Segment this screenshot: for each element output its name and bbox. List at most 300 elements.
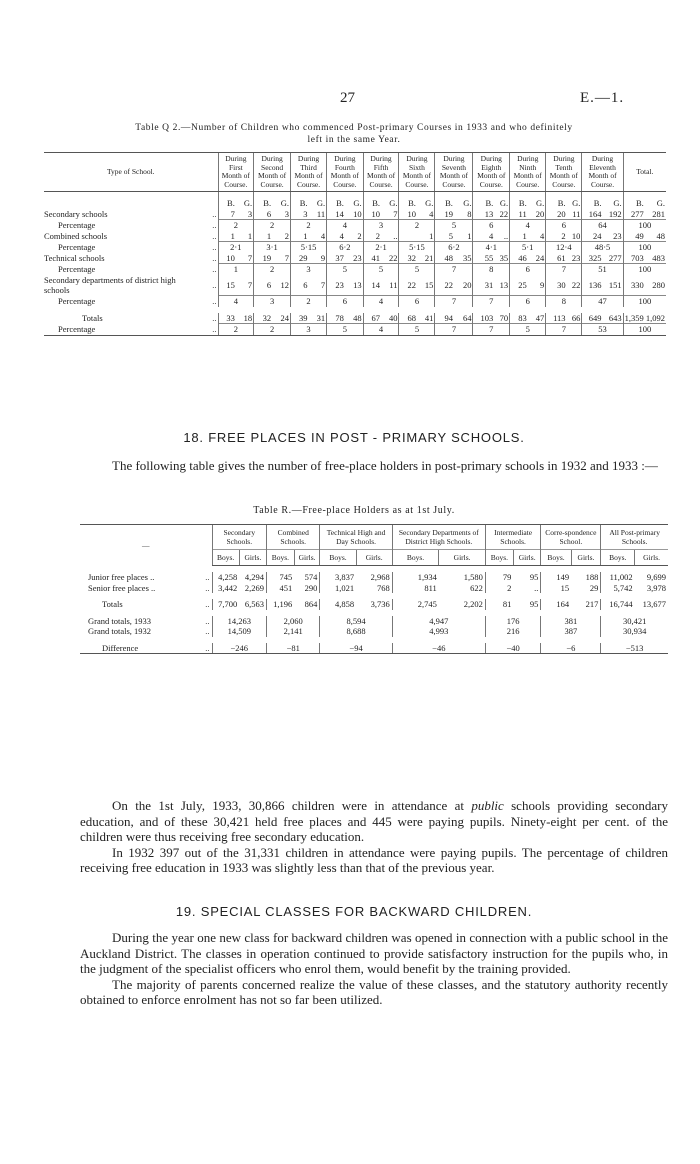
combined-cell: 8,594 xyxy=(320,616,392,627)
girls-cell: 1,580 xyxy=(463,572,483,582)
boys-cell: 37 xyxy=(327,253,345,264)
col-month-1: During First Month of Course. xyxy=(218,153,254,192)
girls-cell: .. xyxy=(393,230,398,241)
girls-cell: 13 xyxy=(499,279,509,290)
combined-cell: 381 xyxy=(541,616,601,627)
girls-cell: 6,563 xyxy=(244,599,265,609)
boys-header: Boys. xyxy=(392,550,439,566)
percentage-cell: 6·2 xyxy=(435,242,473,253)
girls-cell: 24 xyxy=(280,312,290,323)
girls-cell: 4 xyxy=(320,230,326,241)
girls-cell: 7 xyxy=(247,279,253,290)
boys-cell: 79 xyxy=(485,572,513,583)
boys-cell: 13 xyxy=(473,209,494,220)
combined-cell: −246 xyxy=(212,643,267,654)
boys-cell: 1,021 xyxy=(320,583,356,594)
girls-cell: 280 xyxy=(652,279,665,290)
percentage-cell: 1 xyxy=(218,264,254,275)
girls-cell: 4,294 xyxy=(244,572,265,582)
boys-cell: 325 xyxy=(582,253,603,264)
percentage-cell: 3 xyxy=(291,324,327,336)
caption-line: left in the same Year. xyxy=(307,135,401,145)
boys-cell: 2,745 xyxy=(392,599,439,610)
col-school-type-3: Technical High and Day Schools. xyxy=(320,525,392,550)
girls-cell: 2,202 xyxy=(463,599,483,609)
girls-cell: 23 xyxy=(353,252,362,263)
boys-cell: 11 xyxy=(510,209,528,220)
leader-dots: .. xyxy=(205,626,210,636)
table-row xyxy=(44,296,666,307)
percentage-cell: 6 xyxy=(473,220,510,231)
boys-cell: 46 xyxy=(510,253,528,264)
document-reference: E.—1. xyxy=(580,90,625,106)
girls-header: Girls. xyxy=(571,550,601,566)
boys-cell: 78 xyxy=(327,313,345,324)
boys-cell: 1 xyxy=(254,231,272,242)
boys-cell: 61 xyxy=(546,253,567,264)
row-label: Secondary schools xyxy=(44,208,108,219)
percentage-cell: 6 xyxy=(399,296,435,307)
section-18-intro xyxy=(80,458,668,474)
girls-cell: 277 xyxy=(608,252,622,263)
girls-cell: 3 xyxy=(284,208,290,219)
girls-header: G. xyxy=(463,198,472,208)
girls-header: G. xyxy=(656,198,665,208)
girls-cell: 1 xyxy=(429,230,434,241)
boys-cell: 277 xyxy=(623,209,645,220)
boys-cell: 14 xyxy=(363,275,381,296)
boys-cell: 3,837 xyxy=(320,572,356,583)
girls-cell: 20 xyxy=(462,279,472,290)
percentage-cell: 4 xyxy=(363,296,399,307)
table-q2 xyxy=(44,152,666,336)
boys-cell: 7 xyxy=(218,209,236,220)
table-r xyxy=(80,524,668,654)
girls-cell: 4 xyxy=(540,230,545,241)
section-18-title: 18. FREE PLACES IN POST - PRIMARY SCHOOLS. xyxy=(183,430,525,445)
boys-cell: 1 xyxy=(218,231,236,242)
boys-header: Boys. xyxy=(267,550,295,566)
girls-cell: 22 xyxy=(499,208,509,219)
paragraph xyxy=(80,798,668,845)
col-school-type-5: Intermediate Schools. xyxy=(485,525,540,550)
table-r-body xyxy=(80,566,668,654)
girls-cell: 13 xyxy=(353,279,362,290)
girls-cell: 3,978 xyxy=(646,582,666,593)
boys-cell: 149 xyxy=(541,572,571,583)
row-label: Percentage xyxy=(44,324,204,336)
combined-cell: 8,688 xyxy=(320,626,392,637)
percentage-cell: 8 xyxy=(473,264,510,275)
girls-cell: 3,736 xyxy=(370,599,390,609)
table-r-header xyxy=(80,525,668,550)
girls-cell: 22 xyxy=(388,252,398,263)
row-label: Grand totals, 1933 xyxy=(88,615,152,626)
col-month-11: During Eleventh Month of Course. xyxy=(582,153,623,192)
girls-cell: 66 xyxy=(571,312,581,323)
boys-header: B. xyxy=(510,192,528,209)
girls-cell: 40 xyxy=(388,312,398,323)
col-month-9: During Ninth Month of Course. xyxy=(510,153,546,192)
leader-dots: .. xyxy=(205,582,210,593)
girls-cell: 217 xyxy=(585,599,599,609)
girls-cell: 9 xyxy=(540,279,545,290)
boys-cell: 5 xyxy=(435,231,454,242)
leader-dots: .. xyxy=(212,230,217,241)
combined-cell: 4,947 xyxy=(392,616,485,627)
percentage-cell: 5 xyxy=(510,324,546,336)
boys-cell: 11,002 xyxy=(601,572,635,583)
girls-cell: 151 xyxy=(608,279,622,290)
boys-header: B. xyxy=(218,192,236,209)
boys-cell: 1,934 xyxy=(392,572,439,583)
boys-cell: 49 xyxy=(623,231,645,242)
girls-cell: 31 xyxy=(316,312,326,323)
girls-header: G. xyxy=(316,198,326,208)
percentage-cell: 2 xyxy=(218,220,254,231)
percentage-cell: 3·1 xyxy=(254,242,291,253)
girls-cell: 622 xyxy=(470,582,483,593)
girls-cell: 11 xyxy=(389,279,398,290)
percentage-cell: 5 xyxy=(399,324,435,336)
col-school-type-4: Secondary Departments of District High Schools. xyxy=(392,525,485,550)
boys-cell: 24 xyxy=(582,231,603,242)
combined-cell: 2,141 xyxy=(267,626,320,637)
percentage-cell: 5 xyxy=(399,264,435,275)
girls-cell: 11 xyxy=(572,208,581,219)
table-row xyxy=(44,275,666,296)
girls-cell: 41 xyxy=(424,312,434,323)
boys-cell: 41 xyxy=(363,253,381,264)
emphasis: public xyxy=(471,798,504,813)
percentage-cell: 3 xyxy=(291,264,327,275)
table-row xyxy=(44,209,666,220)
girls-cell: 192 xyxy=(608,208,622,219)
col-month-8: During Eighth Month of Course. xyxy=(473,153,510,192)
text: schools providing secondary education, and of these 30,421 held free places and 445 were paying pupils. Ninety-eight per cent. of the children were thus receiving free secondary education. xyxy=(80,798,668,844)
boys-cell: 81 xyxy=(485,599,513,610)
girls-cell: 12 xyxy=(280,279,290,290)
percentage-cell: 2 xyxy=(254,264,291,275)
row-label: Grand totals, 1932 xyxy=(88,626,152,636)
table-row xyxy=(44,253,666,264)
section-19-title: 19. SPECIAL CLASSES FOR BACKWARD CHILDREN. xyxy=(175,904,533,919)
girls-cell: 13,677 xyxy=(642,599,666,609)
leader-dots: .. xyxy=(205,599,210,609)
boys-header: B. xyxy=(435,192,454,209)
combined-cell: 2,060 xyxy=(267,616,320,627)
paragraph: The majority of parents concerned realize the value of these classes, and the statutory authority recently obtained to enforce enrolment has not so far been utilized. xyxy=(80,976,668,1007)
boys-cell: 16,744 xyxy=(601,599,635,610)
girls-cell: 9 xyxy=(320,252,326,263)
girls-cell: 29 xyxy=(589,582,599,593)
table-row xyxy=(44,324,666,336)
boys-cell: 29 xyxy=(291,253,309,264)
col-school-type-6: Corre-spondence School. xyxy=(541,525,601,550)
percentage-cell: 5 xyxy=(435,220,473,231)
percentage-cell: 6 xyxy=(546,220,582,231)
percentage-cell: 4 xyxy=(218,296,254,307)
percentage-cell: 47 xyxy=(582,296,623,307)
percentage-cell: 4 xyxy=(327,220,364,231)
table-row xyxy=(44,220,666,231)
combined-cell: −40 xyxy=(485,643,540,654)
boys-header: B. xyxy=(546,192,567,209)
col-school-type-2: Combined Schools. xyxy=(267,525,320,550)
col-type-of-school: Type of School. xyxy=(44,153,218,192)
boys-cell: 31 xyxy=(473,275,494,296)
boys-header: B. xyxy=(399,192,417,209)
girls-header: Girls. xyxy=(356,550,392,566)
percentage-cell: 8 xyxy=(546,296,582,307)
combined-cell: 176 xyxy=(485,616,540,627)
boys-header: B. xyxy=(623,192,645,209)
percentage-cell: 2 xyxy=(291,220,327,231)
boys-cell: 113 xyxy=(546,313,567,324)
percentage-cell: 64 xyxy=(582,220,623,231)
boys-cell: 2 xyxy=(363,231,381,242)
percentage-cell: 2 xyxy=(254,324,291,336)
girls-cell: 1,092 xyxy=(645,312,665,323)
leader-dots: .. xyxy=(212,219,217,230)
girls-cell: 483 xyxy=(652,252,665,263)
boys-header: B. xyxy=(327,192,345,209)
percentage-cell: 48·5 xyxy=(582,242,623,253)
boys-cell: 745 xyxy=(267,572,295,583)
boys-cell: 649 xyxy=(582,313,603,324)
girls-cell: 20 xyxy=(535,208,545,219)
boys-cell: 164 xyxy=(582,209,603,220)
bg-subheader xyxy=(44,192,666,209)
table-row xyxy=(44,313,666,324)
girls-cell: 2 xyxy=(357,230,362,241)
girls-cell: 95 xyxy=(529,599,539,609)
girls-cell: 290 xyxy=(304,582,318,593)
table-row xyxy=(80,583,668,594)
boys-cell: 25 xyxy=(510,275,528,296)
boys-cell: 6 xyxy=(254,275,272,296)
girls-cell: 23 xyxy=(571,252,581,263)
col-total: Total. xyxy=(623,153,666,192)
col-month-7: During Seventh Month of Course. xyxy=(435,153,473,192)
percentage-cell: 2 xyxy=(291,296,327,307)
boys-cell: 15 xyxy=(541,583,571,594)
caption-line: Table Q 2.—Number of Children who commenced Post-primary Courses in 1933 and who definitely xyxy=(135,123,573,133)
percentage-cell: 2 xyxy=(399,220,435,231)
col-month-2: During Second Month of Course. xyxy=(254,153,291,192)
leader-dots: .. xyxy=(212,263,217,274)
girls-cell: 64 xyxy=(462,312,472,323)
leader-dots: .. xyxy=(200,643,212,654)
boys-header: Boys. xyxy=(212,550,239,566)
table-r-caption: Table R.—Free-place Holders as at 1st July. xyxy=(253,505,455,516)
boys-header: Boys. xyxy=(541,550,571,566)
text: On the 1st July, 1933, 30,866 children were in attendance at xyxy=(112,798,472,813)
girls-cell: 9,699 xyxy=(646,572,666,582)
percentage-cell: 7 xyxy=(435,324,473,336)
row-label: Senior free places .. xyxy=(88,582,156,593)
girls-cell: 7 xyxy=(320,279,326,290)
table-row xyxy=(44,231,666,242)
col-month-3: During Third Month of Course. xyxy=(291,153,327,192)
boys-cell: 10 xyxy=(218,253,236,264)
leader-dots: .. xyxy=(212,241,217,252)
row-label: Percentage xyxy=(58,219,96,230)
paragraph: In 1932 397 out of the 31,331 children in attendance were paying pupils. The percentage of children receiving free education in 1933 was slightly less than that of the previous year. xyxy=(80,844,668,875)
percentage-cell: 5 xyxy=(327,324,364,336)
girls-cell: 21 xyxy=(424,252,434,263)
table-q2-caption xyxy=(40,122,668,146)
girls-cell: 1 xyxy=(467,230,472,241)
boys-cell: 33 xyxy=(218,313,236,324)
combined-cell: −6 xyxy=(541,643,601,654)
girls-cell: 70 xyxy=(499,312,509,323)
boys-cell: 48 xyxy=(435,253,454,264)
girls-cell: 48 xyxy=(353,312,362,323)
boys-cell: 7,700 xyxy=(212,599,239,610)
paragraph: During the year one new class for backward children was opened in connection with a public school in the Auckland District. The classes in operation continued to provide satisfactory instruction for the pupils who, in the judgment of the specialist officers who enrol them, would benefit by the training provided. xyxy=(80,930,668,976)
percentage-cell: 7 xyxy=(546,264,582,275)
girls-cell: 2,968 xyxy=(370,572,390,582)
combined-cell: 14,263 xyxy=(212,616,267,627)
girls-cell: 7 xyxy=(247,252,253,263)
boys-cell: 1 xyxy=(291,231,309,242)
combined-cell: −94 xyxy=(320,643,392,654)
boys-cell: 451 xyxy=(267,583,295,594)
boys-header: B. xyxy=(582,192,603,209)
leader-dots: .. xyxy=(205,572,210,582)
girls-cell: .. xyxy=(534,582,539,593)
table-q2-header xyxy=(44,153,666,192)
girls-header: Girls. xyxy=(635,550,668,566)
boys-cell: 10 xyxy=(399,209,417,220)
girls-cell: 10 xyxy=(571,230,581,241)
percentage-cell: 7 xyxy=(473,324,510,336)
percentage-cell: 5 xyxy=(327,264,364,275)
col-month-6: During Sixth Month of Course. xyxy=(399,153,435,192)
boys-cell: 2 xyxy=(546,231,567,242)
leader-dots: .. xyxy=(212,279,217,290)
girls-cell: 11 xyxy=(316,208,326,219)
boys-cell: 32 xyxy=(254,313,272,324)
girls-cell: 95 xyxy=(529,572,539,582)
combined-cell: 4,993 xyxy=(392,626,485,637)
col-school-type-7: All Post-primary Schools. xyxy=(601,525,668,550)
girls-header: Girls. xyxy=(439,550,486,566)
boys-cell: 20 xyxy=(546,209,567,220)
percentage-cell: 5 xyxy=(363,264,399,275)
row-label: Percentage xyxy=(58,241,96,252)
boys-cell: 83 xyxy=(510,313,528,324)
girls-cell: 8 xyxy=(467,208,472,219)
col-school-type-1: Secondary Schools. xyxy=(212,525,267,550)
boys-cell: 32 xyxy=(399,253,417,264)
combined-cell: 387 xyxy=(541,626,601,637)
col-month-10: During Tenth Month of Course. xyxy=(546,153,582,192)
girls-header: G. xyxy=(353,198,362,208)
boys-cell: 14 xyxy=(327,209,345,220)
boys-header: Boys. xyxy=(320,550,356,566)
boys-cell: 67 xyxy=(363,313,381,324)
girls-header: Girls. xyxy=(294,550,320,566)
girls-cell: 3 xyxy=(247,208,253,219)
row-label: Totals xyxy=(102,599,123,609)
boys-cell: 39 xyxy=(291,313,309,324)
boys-cell: 2 xyxy=(485,583,513,594)
girls-header: G. xyxy=(243,198,253,208)
girls-header: G. xyxy=(613,198,622,208)
percentage-cell: 7 xyxy=(473,296,510,307)
row-label: Junior free places .. xyxy=(88,572,155,582)
combined-cell: −46 xyxy=(392,643,485,654)
col-month-5: During Fifth Month of Course. xyxy=(363,153,399,192)
percentage-cell: 4 xyxy=(363,324,399,336)
boys-header: B. xyxy=(254,192,272,209)
percentage-cell: 4·1 xyxy=(473,242,510,253)
girls-cell: 18 xyxy=(243,312,253,323)
table-row xyxy=(44,242,666,253)
girls-cell: 574 xyxy=(304,572,318,582)
boys-cell: 23 xyxy=(327,275,345,296)
girls-header: G. xyxy=(572,198,581,208)
boys-cell: 15 xyxy=(218,275,236,296)
percentage-cell: 2 xyxy=(218,324,254,336)
girls-cell: 24 xyxy=(535,252,545,263)
girls-header: Girls. xyxy=(513,550,540,566)
percentage-cell: 3 xyxy=(363,220,399,231)
boys-cell: 3,442 xyxy=(212,583,239,594)
percentage-cell: 100 xyxy=(623,220,666,231)
percentage-cell: 6·2 xyxy=(327,242,364,253)
table-r-corner: — xyxy=(80,525,212,566)
boys-cell: 1 xyxy=(510,231,528,242)
boys-cell: 164 xyxy=(541,599,571,610)
percentage-cell: 100 xyxy=(623,324,666,336)
leader-dots: .. xyxy=(204,324,218,336)
boys-cell: 30 xyxy=(546,275,567,296)
leader-dots: .. xyxy=(212,252,217,263)
boys-header: Boys. xyxy=(601,550,635,566)
girls-cell: 35 xyxy=(462,252,472,263)
table-row xyxy=(44,264,666,275)
girls-cell: 864 xyxy=(304,599,318,609)
percentage-cell: 100 xyxy=(623,264,666,275)
combined-cell: −513 xyxy=(601,643,668,654)
leader-dots: .. xyxy=(212,312,217,323)
table-row xyxy=(80,643,668,654)
girls-header: G. xyxy=(425,198,434,208)
boys-cell: 19 xyxy=(435,209,454,220)
percentage-cell: 5·15 xyxy=(399,242,435,253)
boys-cell: 330 xyxy=(623,275,645,296)
boys-cell: 10 xyxy=(363,209,381,220)
row-label: Percentage xyxy=(58,295,96,306)
girls-cell: 35 xyxy=(499,252,509,263)
percentage-cell: 7 xyxy=(546,324,582,336)
boys-cell: 1,359 xyxy=(624,312,644,323)
girls-cell: 2 xyxy=(284,230,290,241)
table-row xyxy=(80,626,668,637)
percentage-cell: 2·1 xyxy=(218,242,254,253)
boys-cell: 103 xyxy=(473,313,494,324)
combined-cell: 30,934 xyxy=(601,626,668,637)
percentage-cell: 12·4 xyxy=(546,242,582,253)
page-number: 27 xyxy=(340,90,355,106)
percentage-cell: 53 xyxy=(582,324,623,336)
row-label: Difference xyxy=(80,643,200,654)
girls-cell: 768 xyxy=(376,582,390,593)
combined-cell: 14,509 xyxy=(212,626,267,637)
